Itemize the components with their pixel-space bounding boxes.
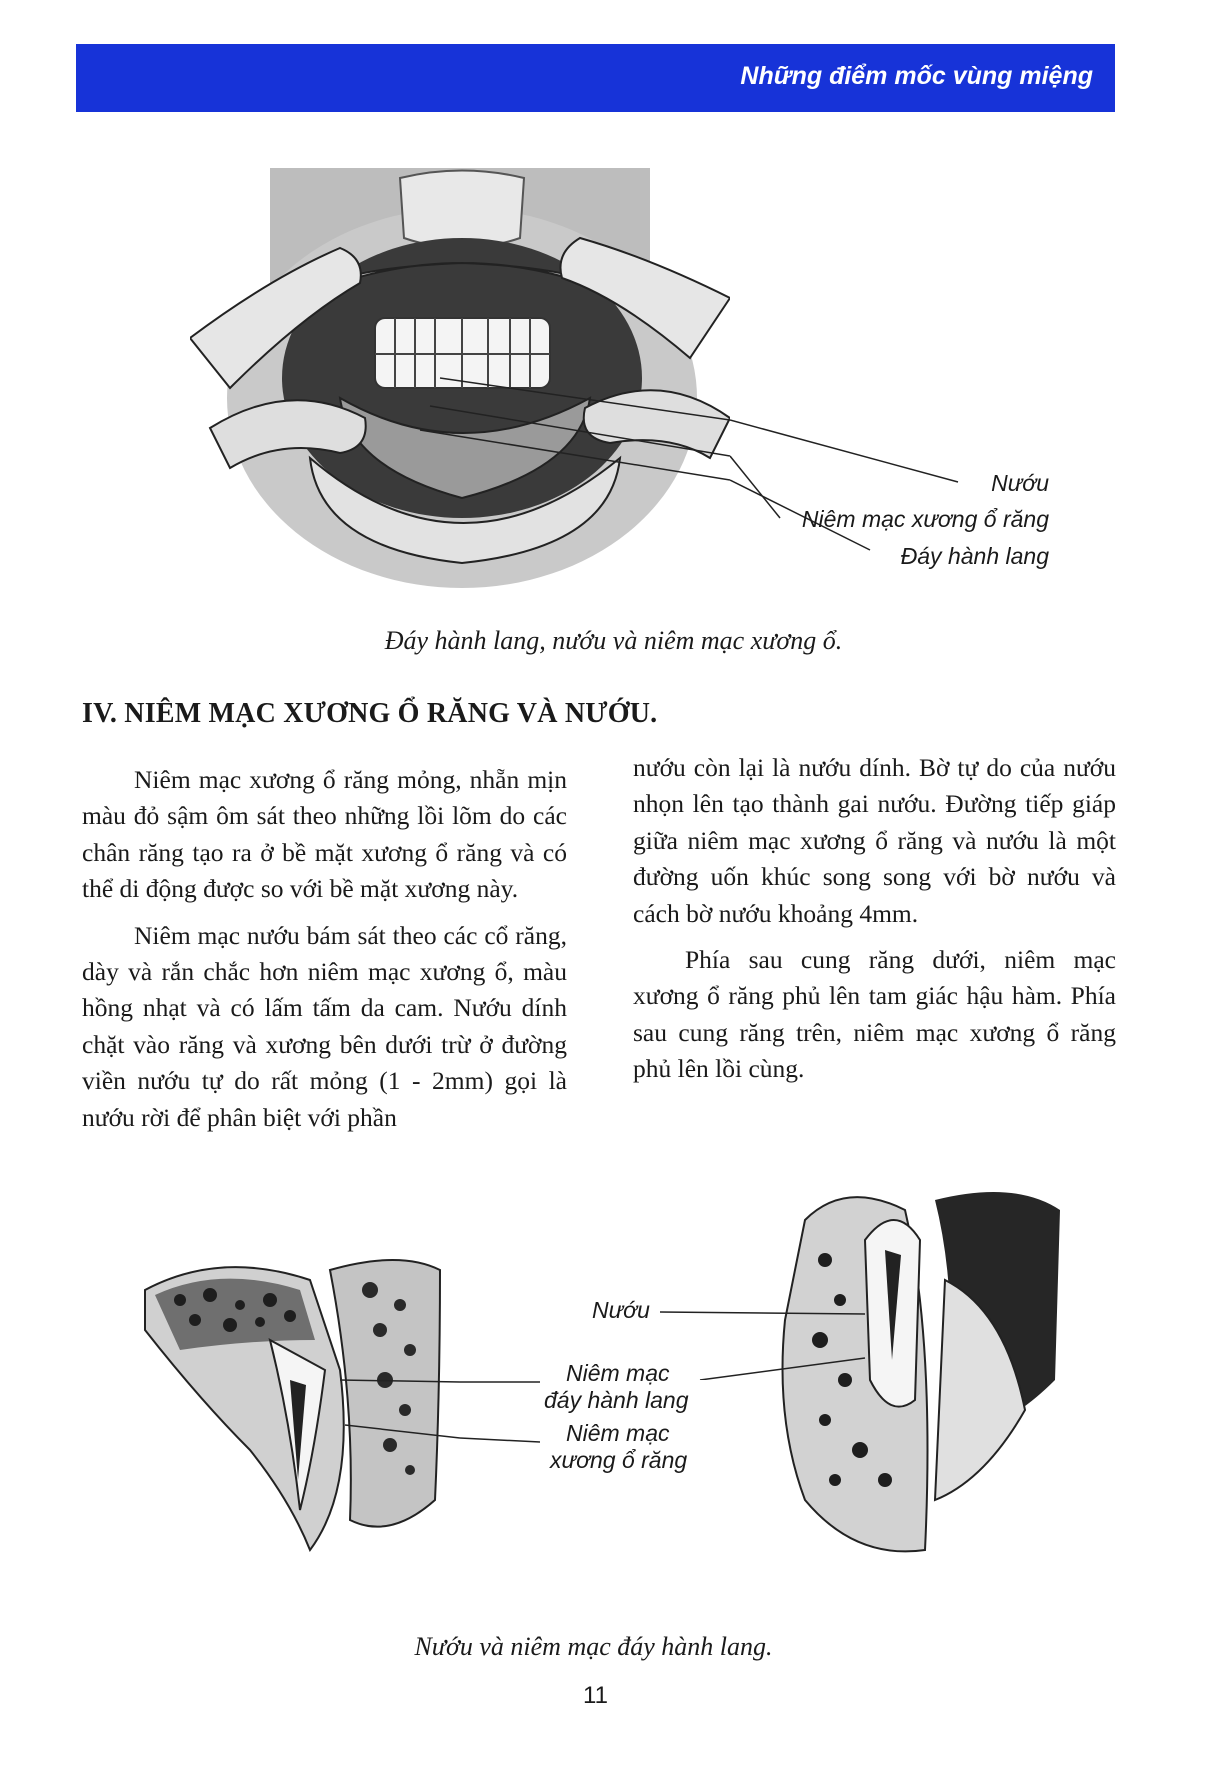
left-column	[82, 762, 567, 1136]
chapter-title: Những điểm mốc vùng miệng	[740, 62, 1093, 90]
figure-caption-bottom: Nướu và niêm mạc đáy hành lang.	[414, 1632, 773, 1661]
paragraph: nướu còn lại là nướu dính. Bờ tự do của nướu nhọn lên tạo thành gai nướu. Đường tiếp giáp giữa niêm mạc xương ổ răng và nướu là một đường uốn khúc song song với bờ nướu và cách bờ nướu khoảng 4mm.	[633, 753, 1116, 928]
paragraph: Phía sau cung răng dưới, niêm mạc xương ổ răng phủ lên tam giác hậu hàm. Phía sau cung răng trên, niêm mạc xương ổ răng phủ lên lồi cùng.	[633, 945, 1116, 1084]
cross-section-left-illustration	[140, 1250, 460, 1560]
bottom-left-leader-lines	[460, 1370, 540, 1450]
figure-caption-top: Đáy hành lang, nướu và niêm mạc xương ổ.	[384, 626, 843, 655]
label-alveolar-mucosa: Niêm mạc xương ổ răng	[801, 506, 1049, 532]
label-vestibule-mucosa-1: Niêm mạc	[566, 1360, 670, 1386]
page-number: 11	[583, 1682, 608, 1709]
paragraph: Niêm mạc xương ổ răng mỏng, nhẵn mịn màu đỏ sậm ôm sát theo những lồi lõm do các chân răng tạo ra ở bề mặt xương ổ răng và có thể di động được so với bề mặt xương này.	[82, 765, 567, 904]
paragraph: Niêm mạc nướu bám sát theo các cổ răng, dày và rắn chắc hơn niêm mạc xương ổ, màu hồng nhạt và có lấm tấm da cam. Nướu dính chặt vào răng và xương bên dưới trừ ở đường viền nướu tự do rất mỏng (1 - 2mm) gọi là nướu rời để phân biệt với phần	[82, 920, 567, 1132]
label-gum: Nướu	[991, 470, 1049, 496]
bottom-right-leader-lines	[660, 1300, 870, 1380]
right-column	[633, 750, 1116, 1088]
label-gum-bottom: Nướu	[592, 1297, 650, 1323]
section-heading: IV. NIÊM MẠC XƯƠNG Ổ RĂNG VÀ NƯỚU.	[82, 698, 658, 729]
label-alveolar-mucosa-1: Niêm mạc	[566, 1420, 670, 1446]
label-vestibule-mucosa-2: đáy hành lang	[544, 1387, 689, 1413]
mouth-illustration	[190, 168, 730, 593]
label-vestibule-floor: Đáy hành lang	[900, 543, 1049, 569]
label-alveolar-mucosa-2: xương ổ răng	[550, 1447, 688, 1473]
header-banner	[76, 44, 1115, 112]
